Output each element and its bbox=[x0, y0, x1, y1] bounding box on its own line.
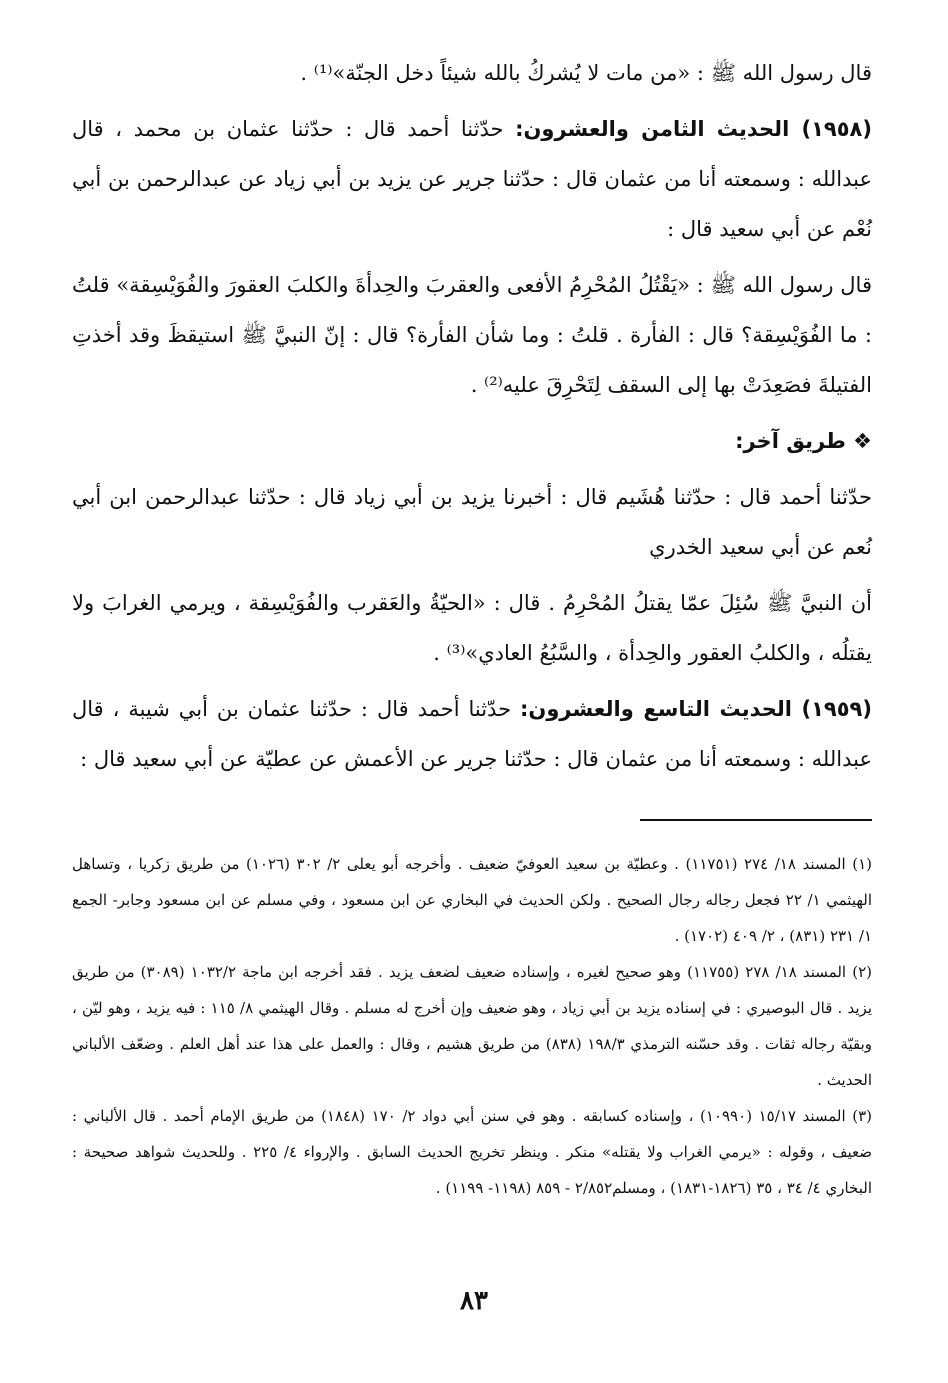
paragraph-3: قال رسول الله ﷺ : «يَقْتُلُ المُحْرِمُ الأفعى والعقربَ والحِدأةَ والكلبَ العقورَ والفُوَيْسِقة» قلتُ : ما الفُوَيْسِقة؟ قال : الفأرة . قلتُ : وما شأن الفأرة؟ قال : إنّ النبيَّ ﷺ استيقظَ وقد أخذتِ الفتيلةَ فصَعِدَتْ بها إلى السقف لِتَحْرِقَ عليه⁽²⁾ . bbox=[72, 273, 872, 397]
footnote-2: (٢) المسند ١٨/ ٢٧٨ (١١٧٥٥) وهو صحيح لغيره ، وإسناده ضعيف لضعف يزيد . فقد أخرجه ابن ماجة ١٠٣٢/٢ (٣٠٨٩) من طريق يزيد . قال البوصيري : في إسناده يزيد بن أبي زياد ، وهو ضعيف وإن أخرج له مسلم . وقال الهيثمي ٨/ ١١٥ : فيه يزيد ، وهو ليّن ، وبقيّة رجاله ثقات . وقد حسّنه الترمذي ١٩٨/٣ (٨٣٨) من طريق هشيم ، وقال : والعمل على هذا عند أهل العلم . وضعّف الألباني الحديث . bbox=[72, 963, 873, 1089]
subheading-other-route: ❖ طريق آخر: bbox=[735, 429, 872, 453]
paragraph-4: حدّثنا أحمد قال : حدّثنا هُشَيم قال : أخبرنا يزيد بن أبي زياد قال : حدّثنا عبدالرحمن ابن أبي نُعم عن أبي سعيد الخدري bbox=[72, 485, 872, 559]
hadith-1958-chain: حدّثنا أحمد قال : حدّثنا عثمان بن محمد ، قال عبدالله : وسمعته أنا من عثمان قال : حدّثنا جرير عن يزيد بن أبي زياد عن عبدالرحمن بن أبي نُعْم عن أبي سعيد قال : bbox=[72, 117, 872, 241]
hadith-1958 bbox=[72, 104, 872, 254]
hadith-heading-1958: (١٩٥٨) الحديث الثامن والعشرون: bbox=[515, 117, 872, 141]
hadith-1959-chain: حدّثنا أحمد قال : حدّثنا عثمان بن أبي شيبة ، قال عبدالله : وسمعته أنا من عثمان قال : حدّثنا جرير عن الأعمش عن عطيّة عن أبي سعيد قال : bbox=[72, 697, 872, 771]
hadith-1959 bbox=[72, 684, 872, 784]
paragraph-5: أن النبيَّ ﷺ سُئِلَ عمّا يقتلُ المُحْرِمُ . قال : «الحيّةُ والعَقرب والفُوَيْسِقة ، ويرمي الغرابَ ولا يقتلُه ، والكلبُ العقور والحِدأة ، والسَّبُعُ العادي»⁽³⁾ . bbox=[72, 591, 872, 665]
footnote-1: (١) المسند ١٨/ ٢٧٤ (١١٧٥١) . وعطيّة بن سعيد العوفيّ ضعيف . وأخرجه أبو يعلى ٢/ ٣٠٢ (١٠٢٦) من طريق زكريا ، وتساهل الهيثمي ١/ ٢٢ فجعل رجاله رجال الصحيح . ولكن الحديث في البخاري عن ابن مسعود ، وفي مسلم عن ابن مسعود وجابر- الجمع ١/ ٢٣١ (٨٣١) ، ٢/ ٤٠٩ (١٧٠٢) . bbox=[72, 855, 872, 945]
main-text bbox=[72, 48, 872, 790]
hadith-heading-1959: (١٩٥٩) الحديث التاسع والعشرون: bbox=[520, 697, 872, 721]
footnote-3: (٣) المسند ١٥/١٧ (١٠٩٩٠) ، وإسناده كسابقه . وهو في سنن أبي دواد ٢/ ١٧٠ (١٨٤٨) من طريق الإمام أحمد . قال الألباني : ضعيف ، وقوله : «يرمي الغراب ولا يقتله» منكر . وينظر تخريج الحديث السابق . والإرواء ٤/ ٢٢٥ . وللحديث شواهد صحيحة : البخاري ٤/ ٣٤ ، ٣٥ (١٨٢٦-١٨٣١) ، ومسلم٢/٨٥٢ - ٨٥٩ (١١٩٨- ١١٩٩) . bbox=[72, 1107, 873, 1197]
footnotes bbox=[72, 846, 872, 1206]
footnote-separator bbox=[640, 819, 872, 821]
paragraph-1: قال رسول الله ﷺ : «من مات لا يُشركُ بالله شيئاً دخل الجنّة»⁽¹⁾ . bbox=[300, 61, 872, 85]
page-number: ٨٣ bbox=[460, 1286, 488, 1316]
